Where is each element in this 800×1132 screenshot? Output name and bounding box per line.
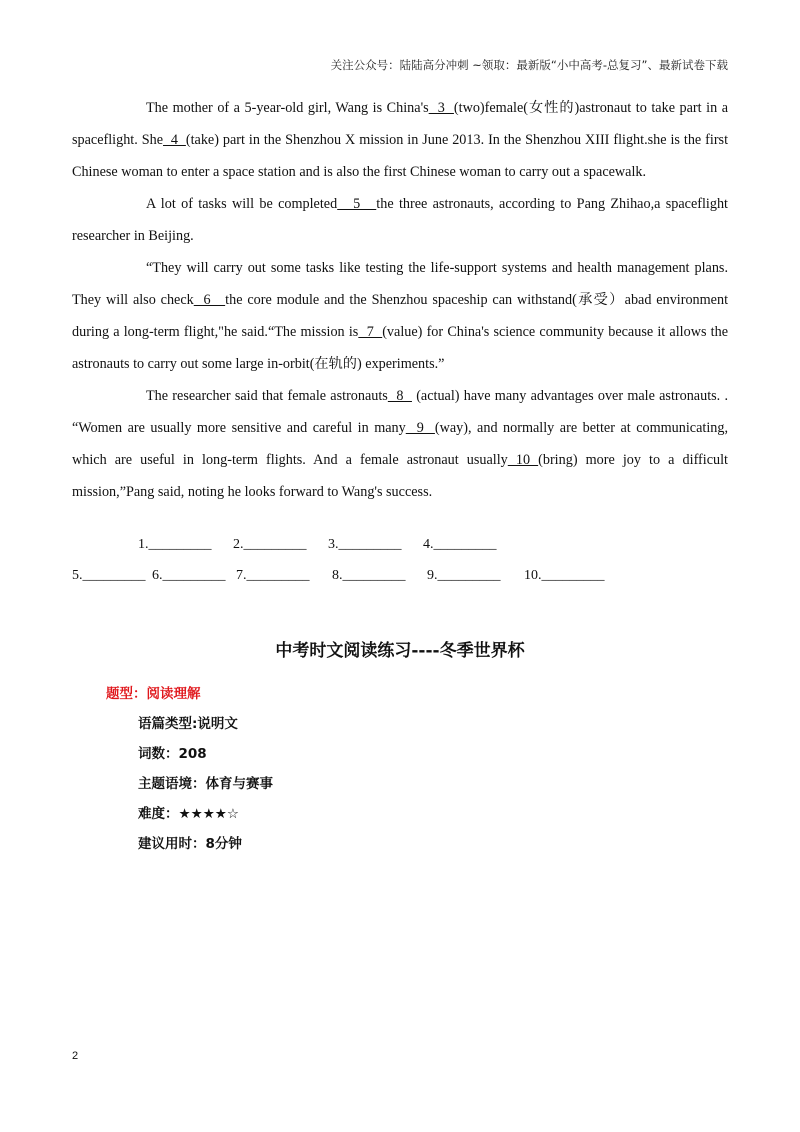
passage-body [72, 92, 728, 508]
answer-blank-9[interactable]: 9._________ [427, 568, 501, 583]
answer-blank-4[interactable]: 4._________ [423, 537, 497, 552]
paragraph-4 [72, 380, 728, 508]
answer-row-2 [72, 568, 605, 584]
word-count-label: 词数：208 [138, 746, 207, 762]
text-segment: (take) part in the Shenzhou X mission in June 2013. In the Shenzhou XIII flight.she is the first Chinese woman to enter a space station and is also the first Chinese woman to carry out a spacewalk. [72, 132, 729, 180]
blank-7[interactable]: 7 [358, 324, 383, 340]
text-segment: (two)female(女性的)astronaut to take part in a spaceflight. She [72, 100, 728, 148]
paragraph-2 [72, 188, 728, 252]
page-header: 关注公众号：陆陆高分冲刺 ~领取：最新版“小中高考-总复习”、最新试卷下载 [330, 58, 728, 72]
text-segment: “They will carry out some tasks like testing the life-support systems and health management plans. They will also check [72, 260, 728, 308]
text-segment: (actual) have many advantages over male astronauts. . “Women are usually more sensitive and careful in many [72, 388, 729, 436]
text-segment: The researcher said that female astronauts [146, 388, 388, 404]
text-segment: the core module and the Shenzhou spaceship can withstand(承受）abad environment during a long-term flight,"he said.“The mission is [72, 292, 729, 340]
answer-blank-1[interactable]: 1._________ [138, 537, 212, 552]
answer-blank-6[interactable]: 6._________ [152, 568, 226, 583]
page-number: 2 [72, 1050, 79, 1062]
answer-blank-8[interactable]: 8._________ [332, 568, 406, 583]
theme-label: 主题语境：体育与赛事 [138, 776, 273, 792]
answer-blank-2[interactable]: 2._________ [233, 537, 307, 552]
blank-9[interactable]: 9 [405, 420, 435, 436]
blank-8[interactable]: 8 [387, 388, 412, 404]
answer-blank-3[interactable]: 3._________ [328, 537, 402, 552]
text-segment: (bring) more joy to a difficult mission,”Pang said, noting he looks forward to Wang's success. [72, 452, 728, 500]
text-segment: A lot of tasks will be completed [146, 196, 338, 212]
blank-10[interactable]: 10 [507, 452, 539, 468]
answer-row-1 [138, 537, 497, 553]
text-segment: (way), and normally are better at communicating, which are useful in long-term flights. And a female astronaut usually [72, 420, 729, 468]
text-segment: the three astronauts, according to Pang Zhihao,a spaceflight researcher in Beijing. [72, 196, 728, 244]
answer-blank-5[interactable]: 5._________ [72, 568, 146, 583]
section-title: 中考时文阅读练习----冬季世界杯 [275, 641, 525, 661]
blank-4[interactable]: 4 [163, 132, 186, 148]
paragraph-3 [72, 252, 728, 380]
difficulty-label: 难度：★★★★☆ [138, 806, 240, 822]
paragraph-1 [72, 92, 728, 188]
answer-blank-10[interactable]: 10._________ [524, 568, 605, 583]
suggested-time-label: 建议用时：8分钟 [138, 836, 242, 852]
genre-label: 语篇类型:说明文 [138, 716, 238, 732]
text-segment: (value) for China's science community because it allows the astronauts to carry out some large in-orbit(在轨的) experiments.” [72, 324, 728, 372]
question-type-label: 题型：阅读理解 [106, 686, 201, 702]
text-segment: The mother of a 5-year-old girl, Wang is China's [146, 100, 429, 116]
answer-blank-7[interactable]: 7._________ [236, 568, 310, 583]
blank-6[interactable]: 6 [193, 292, 226, 308]
blank-5[interactable]: 5 [337, 196, 377, 212]
blank-3[interactable]: 3 [428, 100, 454, 116]
